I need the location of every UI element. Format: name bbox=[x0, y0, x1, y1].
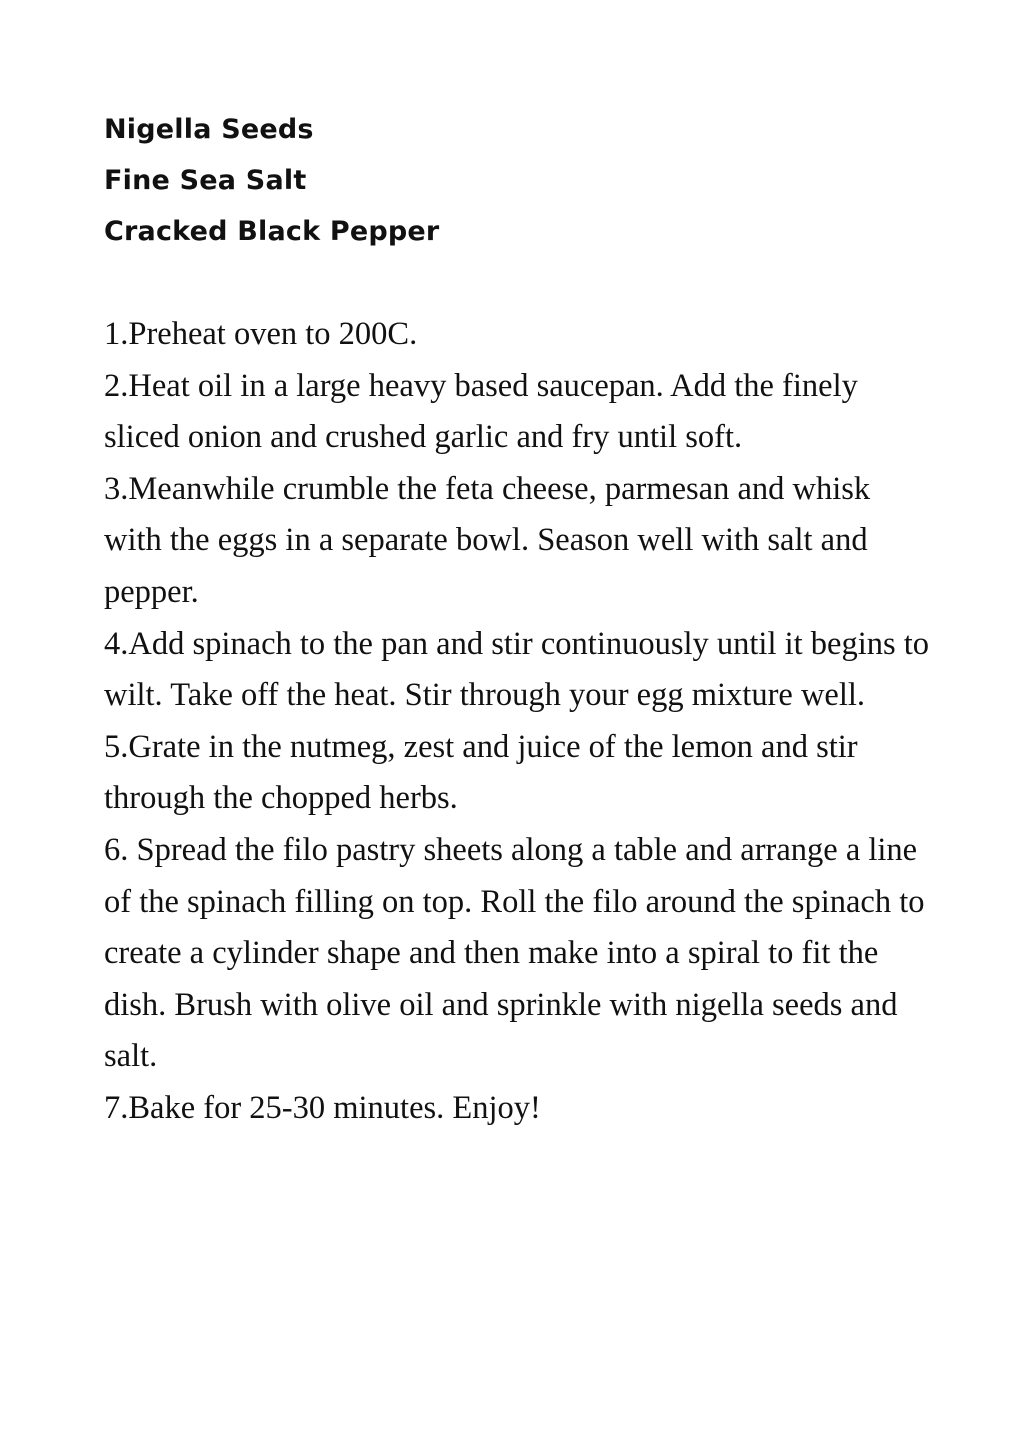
method-step-2: 2.Heat oil in a large heavy based saucepan. Add the finely sliced onion and crushed garlic and fry until soft. bbox=[104, 367, 858, 456]
method-step-4: 4.Add spinach to the pan and stir continuously until it begins to wilt. Take off the heat. Stir through your egg mixture well. bbox=[104, 625, 930, 714]
ingredient-item: Nigella Seeds bbox=[104, 114, 314, 145]
method-step-3: 3.Meanwhile crumble the feta cheese, parmesan and whisk with the eggs in a separate bowl. Season well with salt and pepper. bbox=[104, 470, 871, 610]
ingredient-item: Fine Sea Salt bbox=[104, 165, 307, 196]
ingredient-item: Cracked Black Pepper bbox=[104, 216, 440, 247]
method-step-7: 7.Bake for 25-30 minutes. Enjoy! bbox=[104, 1089, 541, 1126]
method-steps bbox=[104, 309, 934, 1135]
method-step-1: 1.Preheat oven to 200C. bbox=[104, 316, 418, 352]
ingredient-list bbox=[104, 104, 439, 257]
method-step-6: 6. Spread the filo pastry sheets along a table and arrange a line of the spinach filling on top. Roll the filo around the spinach to create a cylinder shape and then make into a spiral to fit the dish. Brush with olive oil and sprinkle with nigella seeds and salt. bbox=[104, 831, 925, 1075]
method-step-5: 5.Grate in the nutmeg, zest and juice of the lemon and stir through the chopped herbs. bbox=[104, 728, 858, 817]
